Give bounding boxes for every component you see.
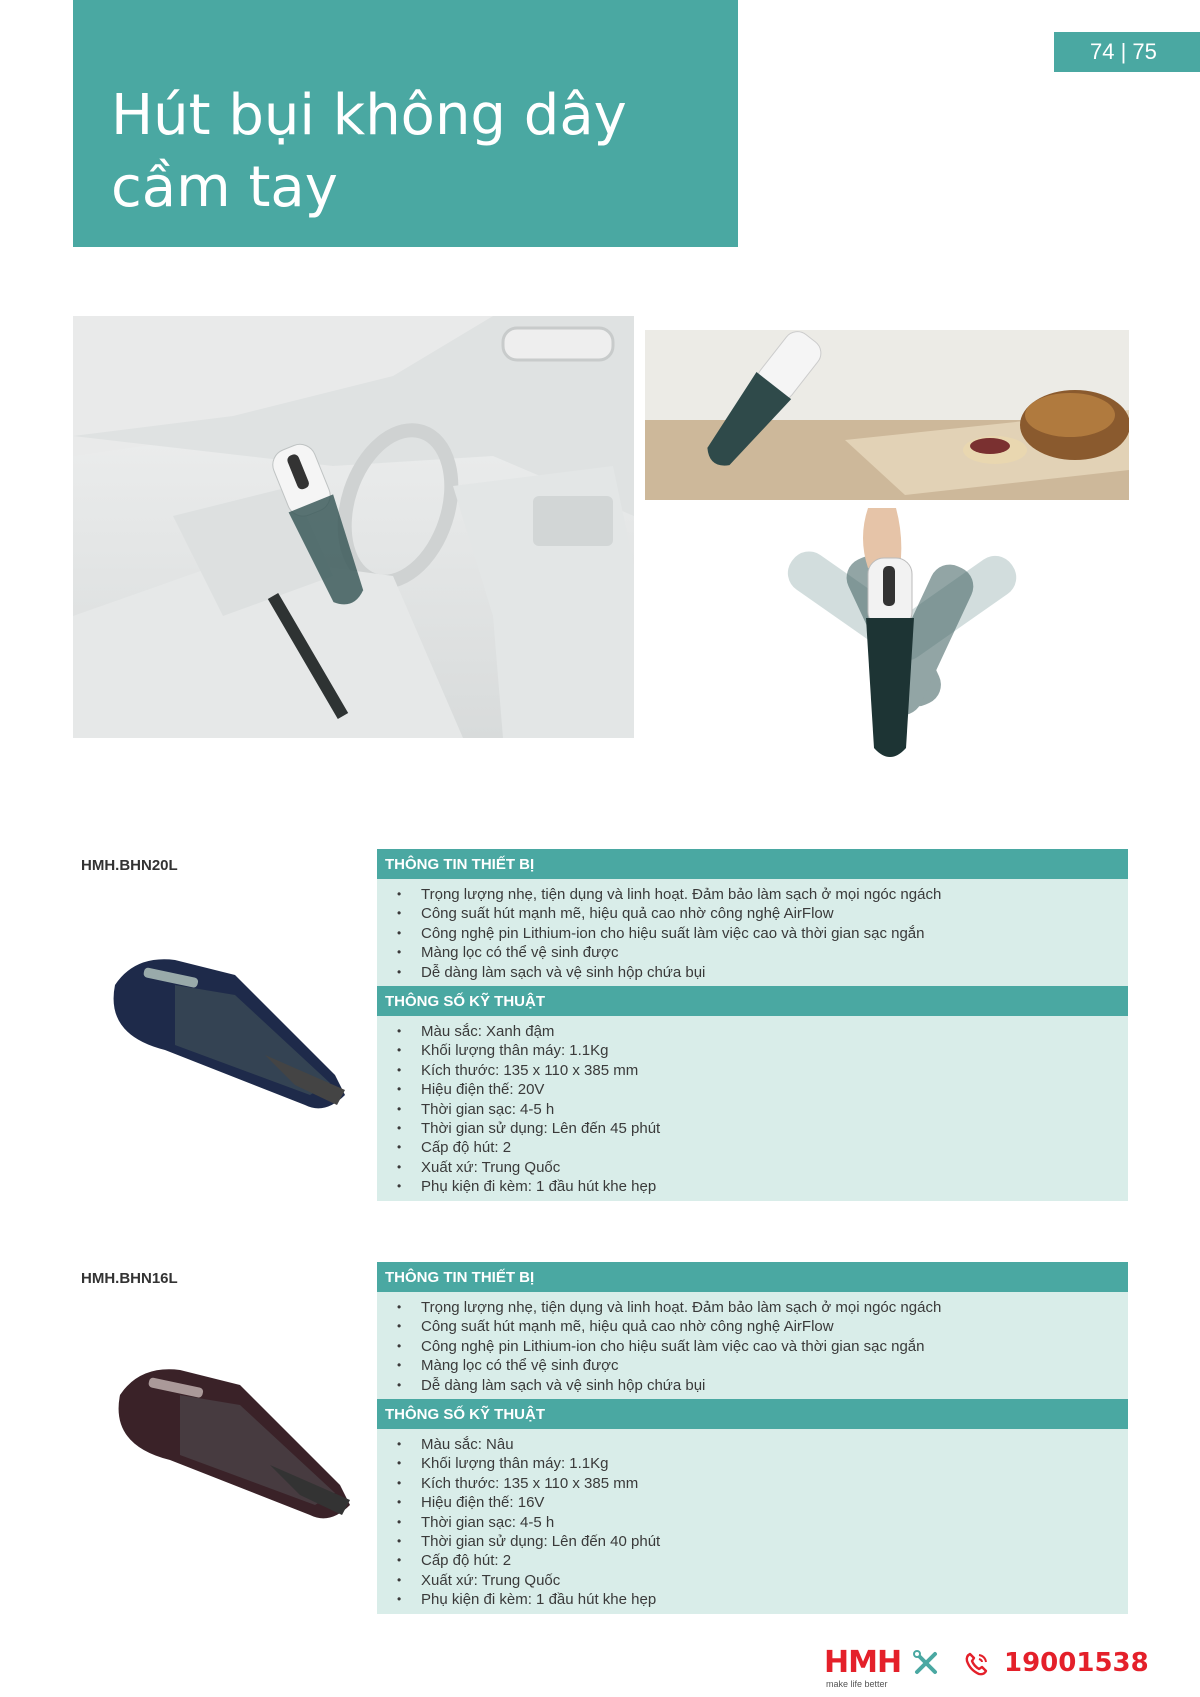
product-image-2 (105, 1355, 360, 1530)
spec-list (377, 1429, 1128, 1614)
list-item: • Màng lọc có thể vệ sinh được (377, 1356, 1128, 1375)
info-list (377, 1292, 1128, 1399)
list-item: • Màu sắc: Nâu (377, 1435, 1128, 1454)
product-1-info-panel (377, 849, 1128, 1201)
list-item: • Màu sắc: Xanh đậm (377, 1022, 1128, 1041)
spec-header: THÔNG SỐ KỸ THUẬT (377, 1399, 1128, 1429)
list-item: • Phụ kiện đi kèm: 1 đầu hút khe hẹp (377, 1590, 1128, 1609)
kitchen-bread-photo (645, 330, 1129, 500)
phone-icon (963, 1650, 991, 1683)
list-item: • Trọng lượng nhẹ, tiện dụng và linh hoạt. Đảm bảo làm sạch ở mọi ngóc ngách (377, 1298, 1128, 1317)
tools-icon (913, 1650, 939, 1681)
list-item: • Dễ dàng làm sạch và vệ sinh hộp chứa bụi (377, 1376, 1128, 1395)
list-item: • Cấp độ hút: 2 (377, 1138, 1128, 1157)
title-line-1: Hút bụi không dây (111, 83, 627, 148)
info-list (377, 879, 1128, 986)
list-item: • Khối lượng thân máy: 1.1Kg (377, 1454, 1128, 1473)
list-item: • Kích thước: 135 x 110 x 385 mm (377, 1474, 1128, 1493)
list-item: • Hiệu điện thế: 20V (377, 1080, 1128, 1099)
car-interior-photo (73, 316, 634, 738)
title-block (73, 0, 738, 247)
hotline-number[interactable]: 19001538 (1004, 1648, 1149, 1678)
product-model-2: HMH.BHN16L (81, 1270, 178, 1287)
hmh-logo: HMH (824, 1645, 902, 1680)
list-item: • Hiệu điện thế: 16V (377, 1493, 1128, 1512)
list-item: • Công suất hút mạnh mẽ, hiệu quả cao nhờ công nghệ AirFlow (377, 1317, 1128, 1336)
list-item: • Thời gian sạc: 4-5 h (377, 1513, 1128, 1532)
list-item: • Công nghệ pin Lithium-ion cho hiệu suất làm việc cao và thời gian sạc ngắn (377, 924, 1128, 943)
title-line-2: cầm tay (111, 155, 338, 220)
list-item: • Công nghệ pin Lithium-ion cho hiệu suất làm việc cao và thời gian sạc ngắn (377, 1337, 1128, 1356)
hmh-tagline: make life better (826, 1679, 888, 1689)
list-item: • Cấp độ hút: 2 (377, 1551, 1128, 1570)
list-item: • Xuất xứ: Trung Quốc (377, 1158, 1128, 1177)
page-number: 74 | 75 (1054, 32, 1200, 72)
product-2-info-panel (377, 1262, 1128, 1614)
list-item: • Kích thước: 135 x 110 x 385 mm (377, 1061, 1128, 1080)
info-header: THÔNG TIN THIẾT BỊ (377, 849, 1128, 879)
list-item: • Phụ kiện đi kèm: 1 đầu hút khe hẹp (377, 1177, 1128, 1196)
footer (820, 1640, 1180, 1690)
list-item: • Dễ dàng làm sạch và vệ sinh hộp chứa bụi (377, 963, 1128, 982)
handheld-angles-photo (690, 508, 1090, 768)
product-model-1: HMH.BHN20L (81, 857, 178, 874)
spec-header: THÔNG SỐ KỸ THUẬT (377, 986, 1128, 1016)
list-item: • Thời gian sạc: 4-5 h (377, 1100, 1128, 1119)
list-item: • Khối lượng thân máy: 1.1Kg (377, 1041, 1128, 1060)
product-image-1 (95, 945, 350, 1120)
page-title (111, 80, 627, 224)
list-item: • Thời gian sử dụng: Lên đến 40 phút (377, 1532, 1128, 1551)
list-item: • Xuất xứ: Trung Quốc (377, 1571, 1128, 1590)
list-item: • Thời gian sử dụng: Lên đến 45 phút (377, 1119, 1128, 1138)
spec-list (377, 1016, 1128, 1201)
list-item: • Màng lọc có thể vệ sinh được (377, 943, 1128, 962)
info-header: THÔNG TIN THIẾT BỊ (377, 1262, 1128, 1292)
list-item: • Công suất hút mạnh mẽ, hiệu quả cao nhờ công nghệ AirFlow (377, 904, 1128, 923)
list-item: • Trọng lượng nhẹ, tiện dụng và linh hoạt. Đảm bảo làm sạch ở mọi ngóc ngách (377, 885, 1128, 904)
